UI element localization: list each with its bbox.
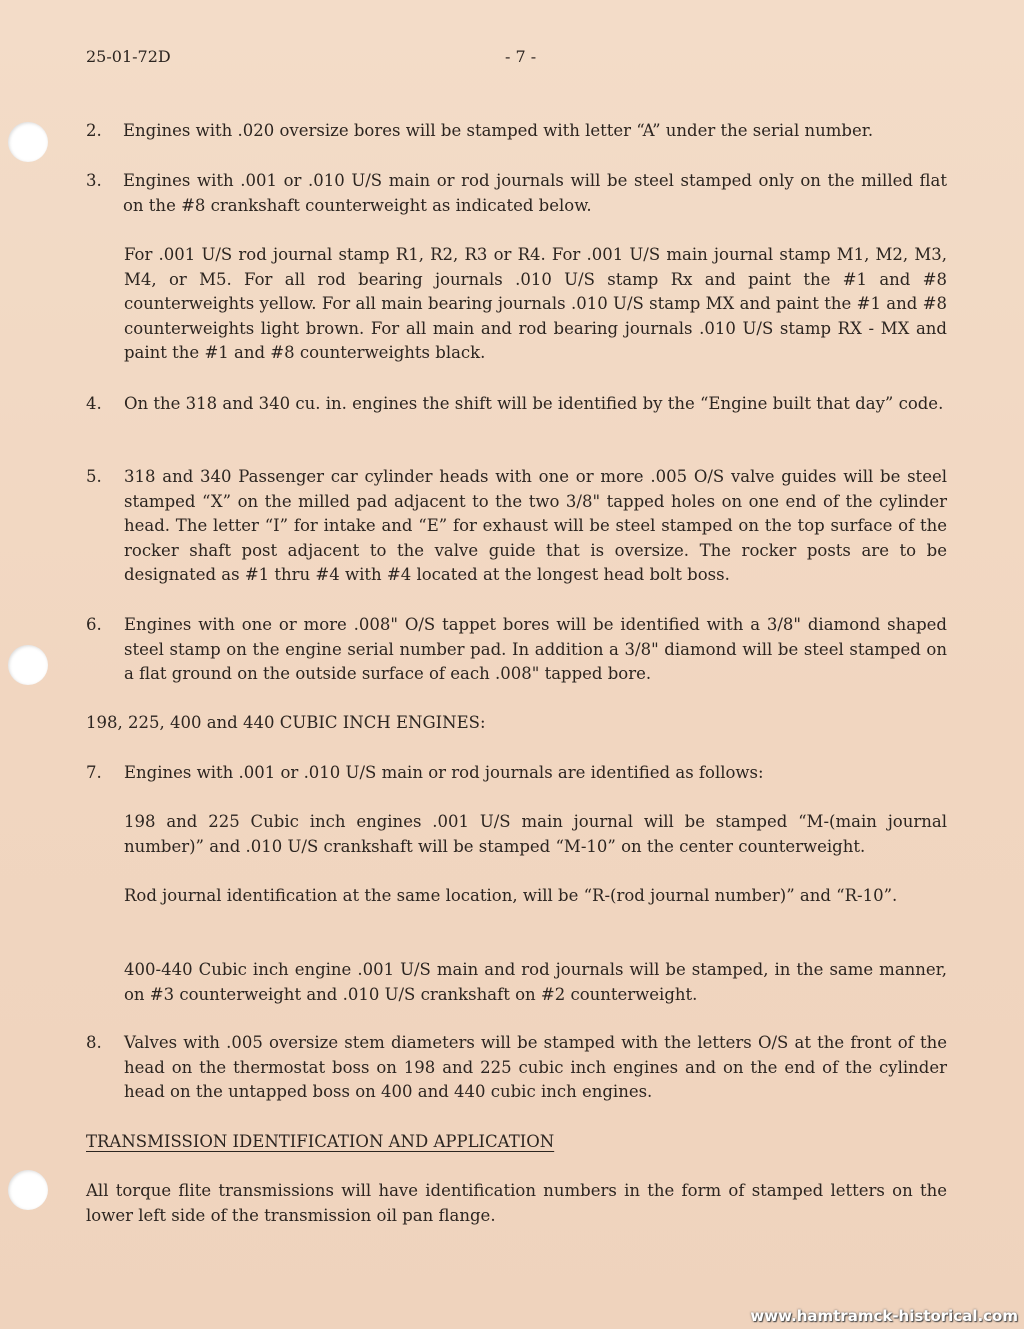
item-subparagraph: For .001 U/S rod journal stamp R1, R2, R3 or R4. For .001 U/S main journal stamp M1, M2, M3, M4, or M5. For all rod bearing journals .010 U/S stamp Rx and paint the #1 and #8 counterweights yellow. For all main bearing journals .010 U/S stamp MX and paint the #1 and #8 counterweights light brown. For all main and rod bearing journals .010 U/S stamp RX - MX and paint the #1 and #8 counterweights black. bbox=[124, 245, 947, 363]
item-text: Engines with one or more .008" O/S tappet bores will be identified with a 3/8" diamond shaped steel stamp on the engine serial number pad. In addition a 3/8" diamond will be steel stamped on a flat ground on the outside surface of each .008" tapped bore. bbox=[124, 615, 947, 684]
item-subparagraph: Rod journal identification at the same location, will be “R-(rod journal number)” and “R-10”. bbox=[124, 886, 898, 905]
punch-hole bbox=[8, 1170, 48, 1210]
watermark-text: www.hamtramck-historical.com bbox=[750, 1307, 1018, 1325]
punch-hole bbox=[8, 122, 48, 162]
item-text: Engines with .001 or .010 U/S main or rod journals are identified as follows: bbox=[124, 763, 764, 782]
document-number: 25-01-72D bbox=[86, 47, 171, 66]
item-number: 8. bbox=[86, 1033, 102, 1052]
item-number: 7. bbox=[86, 763, 102, 782]
item-subparagraph: 400-440 Cubic inch engine .001 U/S main and rod journals will be stamped, in the same manner, on #3 counterweight and .010 U/S crankshaft on #2 counterweight. bbox=[124, 960, 947, 1004]
engines-subheading: 198, 225, 400 and 440 CUBIC INCH ENGINES: bbox=[86, 713, 486, 732]
item-text: Engines with .020 oversize bores will be stamped with letter “A” under the serial number. bbox=[123, 121, 874, 140]
item-text: 318 and 340 Passenger car cylinder heads with one or more .005 O/S valve guides will be steel stamped “X” on the milled pad adjacent to the two 3/8" tapped holes on one end of the cylinder head. The letter “I” for intake and “E” for exhaust will be steel stamped on the top surface of the rocker shaft post adjacent to the valve guide that is oversize. The rocker posts are to be designated as #1 thru #4 with #4 located at the longest head bolt boss. bbox=[124, 467, 947, 585]
item-number: 3. bbox=[86, 171, 102, 190]
item-number: 2. bbox=[86, 121, 102, 140]
section-text: All torque flite transmissions will have identification numbers in the form of stamped letters on the lower left side of the transmission oil pan flange. bbox=[86, 1181, 947, 1225]
section-heading: TRANSMISSION IDENTIFICATION AND APPLICATION bbox=[86, 1132, 555, 1151]
item-text: On the 318 and 340 cu. in. engines the shift will be identified by the “Engine built that day” code. bbox=[124, 394, 944, 413]
item-number: 5. bbox=[86, 467, 102, 486]
item-number: 4. bbox=[86, 394, 102, 413]
item-text: Valves with .005 oversize stem diameters will be stamped with the letters O/S at the front of the head on the thermostat boss on 198 and 225 cubic inch engines and on the end of the cylinder head on the untapped boss on 400 and 440 cubic inch engines. bbox=[124, 1033, 947, 1102]
punch-hole bbox=[8, 645, 48, 685]
item-text: Engines with .001 or .010 U/S main or rod journals will be steel stamped only on the milled flat on the #8 crankshaft counterweight as indicated below. bbox=[123, 171, 947, 215]
page-number: - 7 - bbox=[505, 47, 537, 66]
item-number: 6. bbox=[86, 615, 102, 634]
item-subparagraph: 198 and 225 Cubic inch engines .001 U/S main journal will be stamped “M-(main journal number)” and .010 U/S crankshaft will be stamped “M-10” on the center counterweight. bbox=[124, 812, 947, 856]
